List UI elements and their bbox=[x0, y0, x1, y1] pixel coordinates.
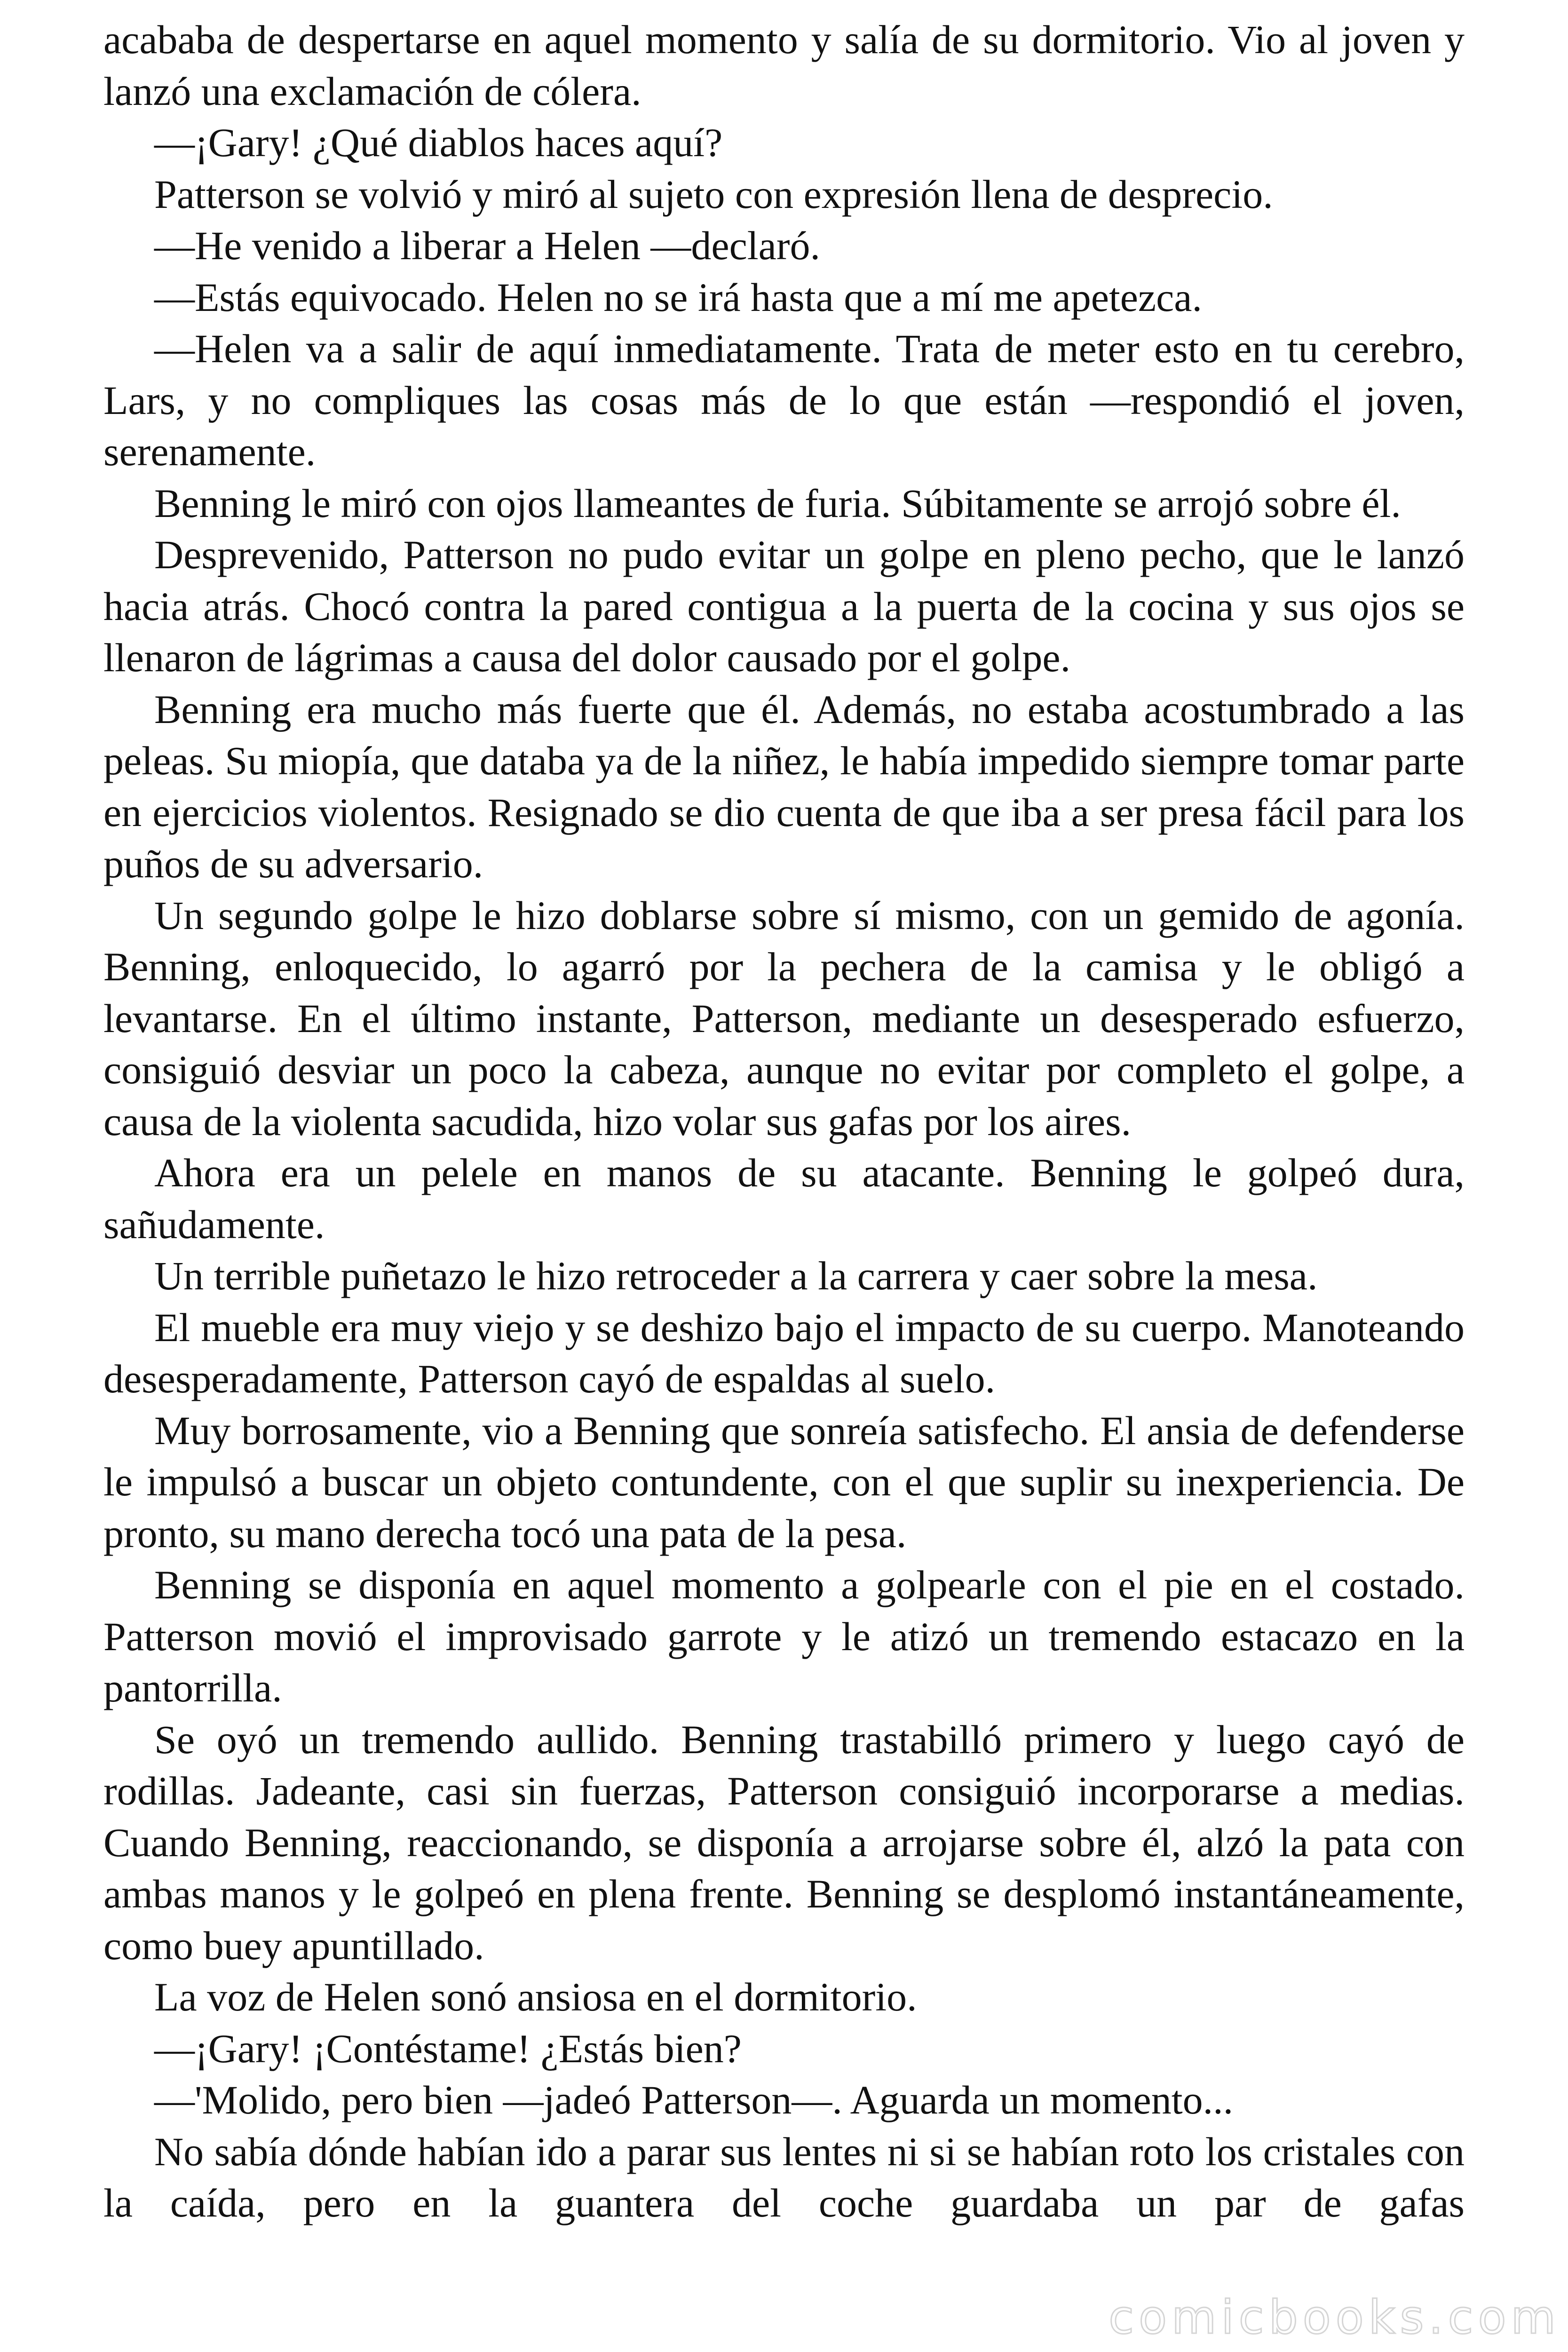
paragraph-4: —He venido a liberar a Helen —declaró. bbox=[154, 223, 820, 268]
paragraph-14: Muy borrosamente, vio a Benning que sonreía satisfecho. El ansia de defenderse le impulsó a buscar un objeto contundente, con el que suplir su inexperiencia. De pronto, su mano derecha tocó una pata de la pesa. bbox=[103, 1407, 1465, 1556]
paragraph-11: Ahora era un pelele en manos de su atacante. Benning le golpeó dura, sañudamente. bbox=[103, 1150, 1465, 1247]
watermark-logo: comicbooks.com bbox=[1109, 2291, 1560, 2344]
paragraph-6: —Helen va a salir de aquí inmediatamente. Trata de meter esto en tu cerebro, Lars, y no compliques las cosas más de lo que están —respondió el joven, serenamente. bbox=[103, 326, 1465, 474]
paragraph-9: Benning era mucho más fuerte que él. Además, no estaba acostumbrado a las peleas. Su miopía, que databa ya de la niñez, le había impedido siempre tomar parte en ejercicios violentos. Resignado se dio cuenta de que iba a ser presa fácil para los puños de su adversario. bbox=[103, 686, 1465, 886]
paragraph-19: —'Molido, pero bien —jadeó Patterson—. Aguarda un momento... bbox=[154, 2077, 1234, 2122]
paragraph-10: Un segundo golpe le hizo doblarse sobre sí mismo, con un gemido de agonía. Benning, enloquecido, lo agarró por la pechera de la camisa y le obligó a levantarse. En el último instante, Patterson, mediante un desesperado esfuerzo, consiguió desviar un poco la cabeza, aunque no evitar por completo el golpe, a causa de la violenta sacudida, hizo volar sus gafas por los aires. bbox=[103, 892, 1465, 1144]
paragraph-5: —Estás equivocado. Helen no se irá hasta que a mí me apetezca. bbox=[154, 274, 1202, 320]
paragraph-17: La voz de Helen sonó ansiosa en el dormitorio. bbox=[154, 1974, 917, 2019]
paragraph-15: Benning se disponía en aquel momento a golpearle con el pie en el costado. Patterson movió el improvisado garrote y le atizó un tremendo estacazo en la pantorrilla. bbox=[103, 1562, 1465, 1710]
paragraph-18: —¡Gary! ¡Contéstame! ¿Estás bien? bbox=[154, 2026, 742, 2071]
paragraph-1: acababa de despertarse en aquel momento y salía de su dormitorio. Vio al joven y lanzó una exclamación de cólera. bbox=[103, 17, 1465, 114]
paragraph-16: Se oyó un tremendo aullido. Benning trastabilló primero y luego cayó de rodillas. Jadeante, casi sin fuerzas, Patterson consiguió incorporarse a medias. Cuando Benning, reaccionando, se disponía a arrojarse sobre él, alzó la pata con ambas manos y le golpeó en plena frente. Benning se desplomó instantáneamente, como buey apuntillado. bbox=[103, 1716, 1465, 1968]
paragraph-13: El mueble era muy viejo y se deshizo bajo el impacto de su cuerpo. Manoteando desesperadamente, Patterson cayó de espaldas al suelo. bbox=[103, 1304, 1465, 1401]
book-page bbox=[103, 14, 1465, 2229]
paragraph-20: No sabía dónde habían ido a parar sus lentes ni si se habían roto los cristales con la caída, pero en la guantera del coche guardaba un par de gafas bbox=[103, 2129, 1465, 2225]
paragraph-3: Patterson se volvió y miró al sujeto con expresión llena de desprecio. bbox=[154, 171, 1273, 217]
paragraph-2: —¡Gary! ¿Qué diablos haces aquí? bbox=[154, 120, 723, 165]
paragraph-12: Un terrible puñetazo le hizo retroceder a la carrera y caer sobre la mesa. bbox=[154, 1253, 1318, 1298]
paragraph-8: Desprevenido, Patterson no pudo evitar un golpe en pleno pecho, que le lanzó hacia atrás. Chocó contra la pared contigua a la puerta de la cocina y sus ojos se llenaron de lágrimas a causa del dolor causado por el golpe. bbox=[103, 532, 1465, 680]
paragraph-7: Benning le miró con ojos llameantes de furia. Súbitamente se arrojó sobre él. bbox=[154, 480, 1401, 526]
